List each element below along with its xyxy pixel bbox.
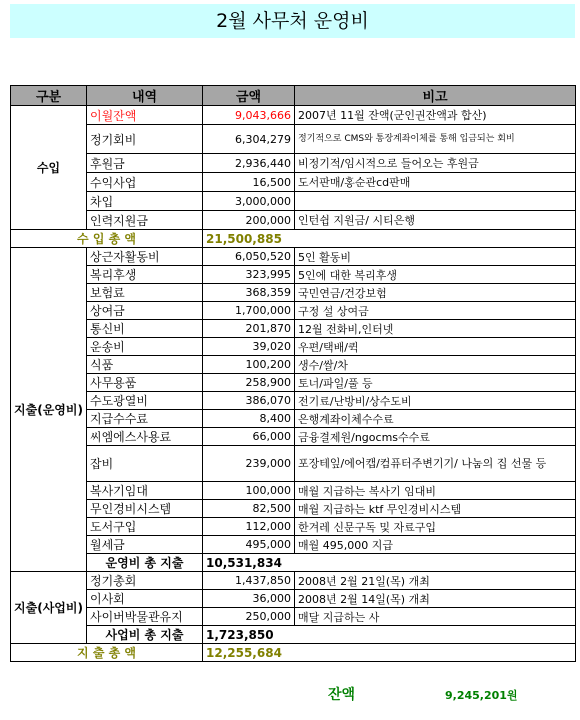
- table-row: [11, 266, 576, 284]
- table-row: [11, 338, 576, 356]
- subtotal-label: 사업비 총 지출: [87, 626, 203, 644]
- note-cell: [295, 192, 576, 211]
- expense-total: [11, 644, 576, 662]
- balance-label: 잔액: [328, 687, 356, 703]
- category-label: 수입: [11, 106, 87, 230]
- item-cell: 후원금: [87, 154, 203, 173]
- table-row: [11, 248, 576, 266]
- balance-value: 9,245,201원: [445, 689, 518, 702]
- item-cell: 인력지원금: [87, 211, 203, 230]
- note-cell: 은행계좌이체수수료: [295, 410, 576, 428]
- note-cell: 매월 지급하는 복사기 임대비: [295, 482, 576, 500]
- item-cell: 이월잔액: [87, 106, 203, 125]
- note-cell: 금융결제원/ngocms수수료: [295, 428, 576, 446]
- amount-cell: 386,070: [203, 392, 295, 410]
- category-label: 지출(사업비): [11, 572, 87, 644]
- item-cell: 보험료: [87, 284, 203, 302]
- item-cell: 잡비: [87, 446, 203, 482]
- amount-cell: 112,000: [203, 518, 295, 536]
- subtotal-value: 10,531,834: [203, 554, 576, 572]
- item-cell: 운송비: [87, 338, 203, 356]
- category-label: 지출(운영비): [11, 248, 87, 572]
- note-cell: 12월 전화비,인터넷: [295, 320, 576, 338]
- note-cell: 매월 495,000 지급: [295, 536, 576, 554]
- table-row: [11, 536, 576, 554]
- note-cell: 매월 지급하는 ktf 무인경비시스템: [295, 500, 576, 518]
- table-row: [11, 302, 576, 320]
- note-cell: 우편/택배/퀵: [295, 338, 576, 356]
- item-cell: 무인경비시스템: [87, 500, 203, 518]
- table-row: [11, 446, 576, 482]
- amount-cell: 200,000: [203, 211, 295, 230]
- note-cell: 5인에 대한 복리후생: [295, 266, 576, 284]
- item-cell: 사무용품: [87, 374, 203, 392]
- amount-cell: 6,304,279: [203, 125, 295, 154]
- item-cell: 복사기임대: [87, 482, 203, 500]
- item-cell: 상여금: [87, 302, 203, 320]
- amount-cell: 368,359: [203, 284, 295, 302]
- note-cell: 2008년 2월 14일(목) 개최: [295, 590, 576, 608]
- header-note: 비고: [295, 86, 576, 106]
- item-cell: 정기총회: [87, 572, 203, 590]
- income-total-label: 수 입 총 액: [11, 230, 203, 248]
- item-cell: 수도광열비: [87, 392, 203, 410]
- item-cell: 복리후생: [87, 266, 203, 284]
- note-cell: 포장테잎/에어캡/컴퓨터주변기기/ 나눔의 집 선물 등: [295, 446, 576, 482]
- note-cell: 전기료/난방비/상수도비: [295, 392, 576, 410]
- amount-cell: 3,000,000: [203, 192, 295, 211]
- note-cell: 매달 지급하는 사: [295, 608, 576, 626]
- note-cell: 생수/쌀/차: [295, 356, 576, 374]
- table-row: [11, 173, 576, 192]
- amount-cell: 16,500: [203, 173, 295, 192]
- amount-cell: 66,000: [203, 428, 295, 446]
- expense-total-label: 지 출 총 액: [11, 644, 203, 662]
- item-cell: 이사회: [87, 590, 203, 608]
- amount-cell: 258,900: [203, 374, 295, 392]
- amount-cell: 201,870: [203, 320, 295, 338]
- amount-cell: 39,020: [203, 338, 295, 356]
- note-cell: 한겨레 신문구독 및 자료구입: [295, 518, 576, 536]
- table-row: [11, 106, 576, 125]
- subtotal-value: 1,723,850: [203, 626, 576, 644]
- table-row: [11, 154, 576, 173]
- table-row: [11, 320, 576, 338]
- item-cell: 식품: [87, 356, 203, 374]
- amount-cell: 82,500: [203, 500, 295, 518]
- amount-cell: 495,000: [203, 536, 295, 554]
- note-cell: 정기적으로 CMS와 통장계좌이체를 통해 입금되는 회비: [295, 125, 576, 154]
- amount-cell: 100,200: [203, 356, 295, 374]
- header-item: 내역: [87, 86, 203, 106]
- amount-cell: 1,437,850: [203, 572, 295, 590]
- table-row: [11, 284, 576, 302]
- table-row: [11, 572, 576, 590]
- item-cell: 월세금: [87, 536, 203, 554]
- table-row: [11, 518, 576, 536]
- table-row: [11, 410, 576, 428]
- table-row: [11, 482, 576, 500]
- item-cell: 차입: [87, 192, 203, 211]
- note-cell: 국민연금/건강보험: [295, 284, 576, 302]
- item-cell: 씨엠에스사용료: [87, 428, 203, 446]
- table-row: [11, 192, 576, 211]
- note-cell: 인턴쉽 지원금/ 시티은행: [295, 211, 576, 230]
- header-row: [11, 86, 576, 106]
- header-category: 구분: [11, 86, 87, 106]
- note-cell: 구정 설 상여금: [295, 302, 576, 320]
- item-cell: 정기회비: [87, 125, 203, 154]
- table-row: [11, 374, 576, 392]
- income-total-value: 21,500,885: [203, 230, 576, 248]
- item-cell: 상근자활동비: [87, 248, 203, 266]
- amount-cell: 100,000: [203, 482, 295, 500]
- subtotal-row: [11, 554, 576, 572]
- header-amount: 금액: [203, 86, 295, 106]
- item-cell: 통신비: [87, 320, 203, 338]
- table-row: [11, 211, 576, 230]
- note-cell: 도서판매/홍순관cd판매: [295, 173, 576, 192]
- sheet-title: 2월 사무처 운영비: [10, 4, 575, 38]
- item-cell: 지급수수료: [87, 410, 203, 428]
- amount-cell: 9,043,666: [203, 106, 295, 125]
- subtotal-row: [11, 626, 576, 644]
- amount-cell: 8,400: [203, 410, 295, 428]
- amount-cell: 2,936,440: [203, 154, 295, 173]
- expense-total-value: 12,255,684: [203, 644, 576, 662]
- amount-cell: 239,000: [203, 446, 295, 482]
- subtotal-label: 운영비 총 지출: [87, 554, 203, 572]
- amount-cell: 6,050,520: [203, 248, 295, 266]
- table-row: [11, 608, 576, 626]
- note-cell: 토너/파일/풀 등: [295, 374, 576, 392]
- table-row: [11, 125, 576, 154]
- note-cell: 비정기적/임시적으로 들어오는 후원금: [295, 154, 576, 173]
- item-cell: 사이버박물관유지: [87, 608, 203, 626]
- amount-cell: 36,000: [203, 590, 295, 608]
- table-row: [11, 500, 576, 518]
- table-row: [11, 590, 576, 608]
- table-row: [11, 356, 576, 374]
- income-total: [11, 230, 576, 248]
- item-cell: 도서구입: [87, 518, 203, 536]
- amount-cell: 1,700,000: [203, 302, 295, 320]
- table-row: [11, 392, 576, 410]
- amount-cell: 323,995: [203, 266, 295, 284]
- budget-table: [10, 85, 576, 662]
- table-row: [11, 428, 576, 446]
- note-cell: 2008년 2월 21일(목) 개최: [295, 572, 576, 590]
- note-cell: 5인 활동비: [295, 248, 576, 266]
- amount-cell: 250,000: [203, 608, 295, 626]
- note-cell: 2007년 11월 잔액(군인권잔액과 합산): [295, 106, 576, 125]
- item-cell: 수익사업: [87, 173, 203, 192]
